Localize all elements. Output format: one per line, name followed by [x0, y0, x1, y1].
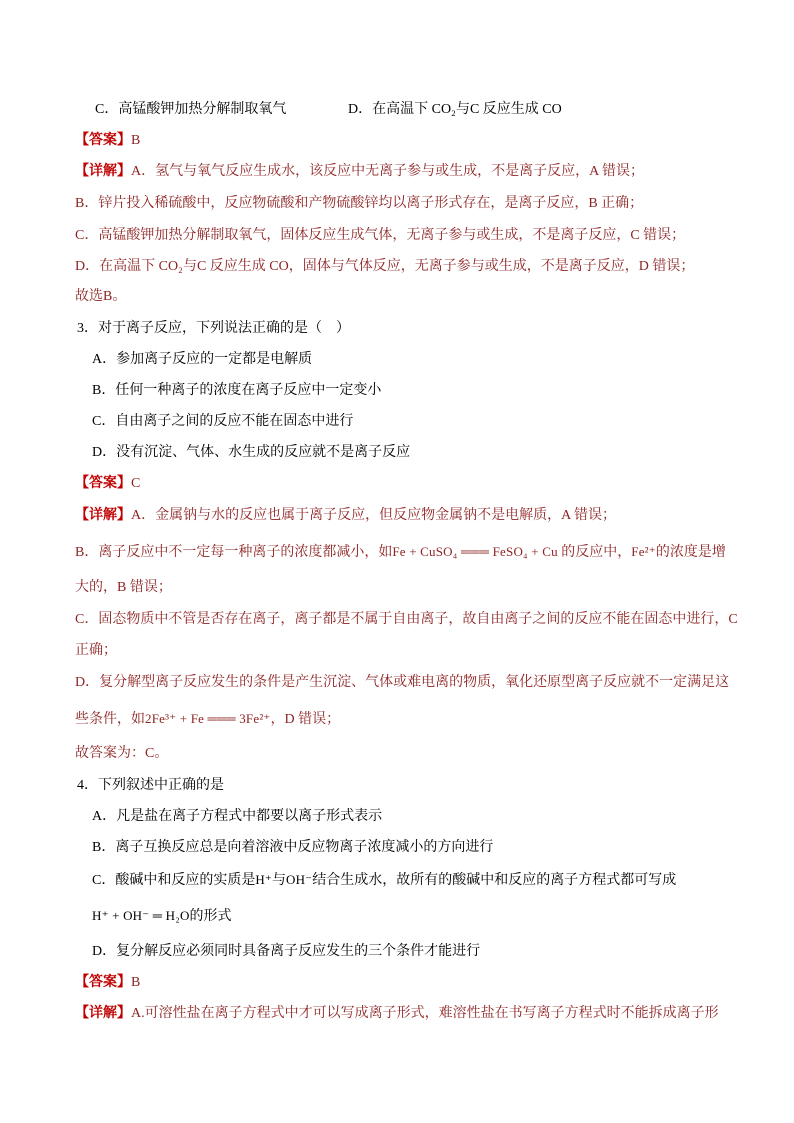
q4-option-c-continued — [92, 904, 232, 928]
q4-stem: 4．下列叙述中正确的是 — [77, 778, 224, 793]
q2-explanation-conclusion: 故选B。 — [75, 289, 127, 304]
q2-option-d: D．在高温下 CO₂与C 反应生成 CO — [348, 102, 562, 117]
explanation-text: A．金属钠与水的反应也属于离子反应，但反应物金属钠不是电解质，A 错误； — [131, 508, 616, 523]
q4-option-d: D．复分解反应必须同时具备离子反应发生的三个条件才能进行 — [92, 944, 481, 959]
explanation-label: 【详解】 — [75, 164, 131, 179]
q2-explanation-line — [75, 162, 644, 182]
ion-formula: H⁺ — [255, 872, 272, 887]
option-text: C．酸碱中和反应的实质是 — [92, 873, 256, 888]
q3-explanation-line — [75, 540, 726, 564]
q3-explanation-line: 正确； — [75, 643, 117, 658]
q2-explanation-line: D．在高温下 CO₂与C 反应生成 CO，固体与气体反应，无离子参与或生成，不是离子反应，D 错误； — [75, 259, 695, 274]
q3-explanation-line — [75, 506, 616, 526]
explanation-text: 的反应中， — [557, 545, 632, 560]
option-text: 的形式 — [189, 909, 232, 924]
q3-explanation-line: C．固态物质中不管是否存在离子，离子都是不属于自由离子，故自由离子之间的反应不能在固态中进行，C — [75, 612, 738, 627]
q4-explanation-line — [75, 1004, 719, 1024]
q2-explanation-line: C．高锰酸钾加热分解制取氧气，固体反应生成气体，无离子参与或生成，不是离子反应，C 错误； — [75, 228, 686, 243]
q3-explanation-line: 大的，B 错误； — [75, 580, 172, 595]
q3-explanation-line: D．复分解型离子反应发生的条件是产生沉淀、气体或难电离的物质，氧化还原型离子反应就不一定满足这 — [75, 675, 730, 690]
explanation-text: A.可溶性盐在离子方程式中才可以写成离子形式，难溶性盐在书写离子方程式时不能拆成离子形 — [131, 1006, 719, 1021]
answer-value: B — [131, 975, 141, 990]
ion-formula: OH⁻ — [286, 872, 313, 887]
q3-option-d: D．没有沉淀、气体、水生成的反应就不是离子反应 — [92, 445, 411, 460]
q4-option-a: A．凡是盐在离子方程式中都要以离子形式表示 — [92, 809, 383, 824]
q4-answer — [75, 973, 140, 993]
chemical-equation: H⁺ + OH⁻ ═ H₂O — [92, 908, 190, 923]
explanation-label: 【详解】 — [75, 1006, 131, 1021]
answer-label: 【答案】 — [75, 476, 131, 491]
q3-option-c: C．自由离子之间的反应不能在固态中进行 — [92, 414, 354, 429]
answer-value: B — [131, 133, 141, 148]
explanation-text: 些条件，如 — [75, 712, 145, 727]
q4-option-b: B．离子互换反应总是向着溶液中反应物离子浓度减小的方向进行 — [92, 840, 494, 855]
chemical-equation: 2Fe³⁺ + Fe ═══ 3Fe²⁺ — [145, 711, 271, 726]
q2-explanation-line: B．锌片投入稀硫酸中，反应物硫酸和产物硫酸锌均以离子形式存在，是离子反应，B 正确； — [75, 196, 644, 211]
explanation-text: ，D 错误； — [270, 712, 341, 727]
answer-value: C — [131, 476, 141, 491]
option-text: 与 — [272, 873, 286, 888]
q3-stem: 3．对于离子反应，下列说法正确的是（ ） — [77, 321, 350, 336]
chemical-equation: Fe + CuSO₄ ═══ FeSO₄ + Cu — [392, 544, 558, 559]
q3-option-b: B．任何一种离子的浓度在离子反应中一定变小 — [92, 383, 382, 398]
explanation-text: 的浓度是增 — [655, 545, 726, 560]
explanation-text: A．氢气与氧气反应生成水，该反应中无离子参与或生成，不是离子反应，A 错误； — [131, 164, 644, 179]
q2-option-c: C．高锰酸钾加热分解制取氧气 — [95, 102, 287, 117]
q3-explanation-line — [75, 707, 340, 731]
q3-option-a: A．参加离子反应的一定都是电解质 — [92, 352, 313, 367]
answer-label: 【答案】 — [75, 975, 131, 990]
ion-formula: Fe²⁺ — [631, 544, 656, 559]
answer-label: 【答案】 — [75, 133, 131, 148]
explanation-label: 【详解】 — [75, 508, 131, 523]
q3-answer — [75, 474, 140, 494]
q4-option-c — [92, 868, 676, 892]
option-text: 结合生成水，故所有的酸碱中和反应的离子方程式都可写成 — [312, 873, 677, 888]
q3-explanation-conclusion: 故答案为：C。 — [75, 746, 169, 761]
q2-answer — [75, 131, 140, 151]
explanation-text: B．离子反应中不一定每一种离子的浓度都减小，如 — [75, 545, 393, 560]
